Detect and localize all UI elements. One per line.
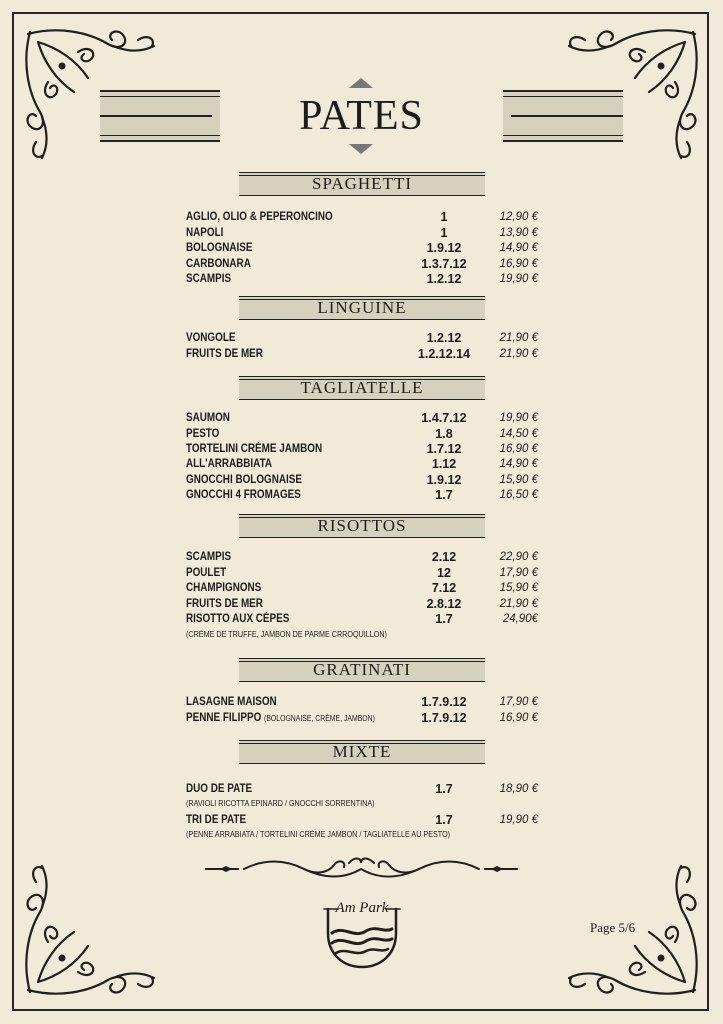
item-allergens: 1.7.12 <box>426 442 462 456</box>
divider-ornament-icon <box>204 855 519 883</box>
diamond-ornament-icon <box>349 78 373 88</box>
item-allergens: 1.9.12 <box>426 241 462 255</box>
section-header-mixte: MIXTE <box>239 740 485 764</box>
item-name: GNOCCHI BOLOGNAISE <box>186 474 302 486</box>
item-name: CARBONARA <box>186 258 251 270</box>
item-name: DUO DE PATE <box>186 783 253 795</box>
item-name: TRI DE PATE <box>186 814 247 826</box>
item-price: 21,90 € <box>499 598 538 610</box>
item-name: SCAMPIS <box>186 273 232 285</box>
item-price: 16,90 € <box>499 443 538 455</box>
item-allergens: 1.8 <box>435 427 453 441</box>
menu-item <box>0 472 723 488</box>
item-price: 15,90 € <box>499 582 538 594</box>
section-header-tagliatelle: TAGLIATELLE <box>239 376 485 400</box>
section-header-spaghetti: SPAGHETTI <box>239 172 485 196</box>
item-allergens: 7.12 <box>431 581 457 595</box>
menu-item <box>0 330 723 346</box>
item-allergens: 1.2.12.14 <box>417 347 471 361</box>
page-title: PATES <box>299 93 424 139</box>
menu-item <box>0 694 723 710</box>
item-price: 18,90 € <box>499 783 538 795</box>
item-allergens: 2.8.12 <box>426 597 462 611</box>
item-name: BOLOGNAISE <box>186 242 253 254</box>
item-name: TORTELINI CRÈME JAMBON <box>186 443 323 455</box>
section-header-risottos: RISOTTOS <box>239 514 485 538</box>
menu-item <box>0 812 723 828</box>
item-price: 24,90€ <box>502 613 538 625</box>
section-header-gratinati: GRATINATI <box>239 658 485 682</box>
item-inline-note: (BOLOGNAISE, CRÈME, JAMBON) <box>264 714 375 723</box>
item-description: (CRÈME DE TRUFFE, JAMBON DE PARME CRROQUILLON) <box>186 630 387 639</box>
item-name: NAPOLI <box>186 227 224 239</box>
item-price: 19,90 € <box>499 412 538 424</box>
item-name: VONGOLE <box>186 332 236 344</box>
item-name: SCAMPIS <box>186 551 232 563</box>
item-name: CHAMPIGNONS <box>186 582 262 594</box>
item-allergens: 1.7 <box>435 488 453 502</box>
item-name: RISOTTO AUX CÈPES <box>186 613 290 625</box>
item-name: LASAGNE MAISON <box>186 696 277 708</box>
item-allergens: 1.3.7.12 <box>421 257 467 271</box>
menu-item <box>0 240 723 256</box>
item-price: 14,50 € <box>499 428 538 440</box>
menu-item <box>0 710 723 726</box>
menu-item <box>0 580 723 596</box>
item-allergens: 1.7.9.12 <box>421 695 467 709</box>
item-price: 16,90 € <box>499 712 538 724</box>
item-price: 13,90 € <box>499 227 538 239</box>
menu-item <box>0 596 723 612</box>
item-allergens: 1.2.12 <box>426 331 462 345</box>
item-description: (RAVIOLI RICOTTA EPINARD / GNOCCHI SORRENTINA) <box>186 799 375 808</box>
menu-item <box>0 565 723 581</box>
menu-item <box>0 487 723 503</box>
section-header-linguine: LINGUINE <box>239 296 485 320</box>
item-name: PESTO <box>186 428 220 440</box>
item-price: 21,90 € <box>499 348 538 360</box>
item-price: 19,90 € <box>499 814 538 826</box>
item-allergens: 1.4.7.12 <box>421 411 467 425</box>
item-price: 14,90 € <box>499 458 538 470</box>
menu-item <box>0 549 723 565</box>
item-name: SAUMON <box>186 412 230 424</box>
item-price: 17,90 € <box>499 696 538 708</box>
item-allergens: 1.7 <box>435 782 453 796</box>
item-price: 19,90 € <box>499 273 538 285</box>
item-allergens: 1.9.12 <box>426 473 462 487</box>
menu-item <box>0 456 723 472</box>
page-number: Page 5/6 <box>590 920 636 935</box>
item-price: 15,90 € <box>499 474 538 486</box>
item-name-wrapper <box>186 710 375 727</box>
menu-item <box>0 781 723 797</box>
item-name: GNOCCHI 4 FROMAGES <box>186 489 301 501</box>
menu-item <box>0 256 723 272</box>
logo-text: Am Park <box>335 900 389 916</box>
menu-item <box>0 346 723 362</box>
item-name: ALL'ARRABBIATA <box>186 458 273 470</box>
item-price: 16,90 € <box>499 258 538 270</box>
item-name: POULET <box>186 567 227 579</box>
menu-item <box>0 271 723 287</box>
item-name: FRUITS DE MER <box>186 348 263 360</box>
menu-item <box>0 410 723 426</box>
item-price: 14,90 € <box>499 242 538 254</box>
item-allergens: 1.7 <box>435 612 453 626</box>
menu-item <box>0 441 723 457</box>
item-description: (PENNE ARRABIATA / TORTELINI CRÈME JAMBON / TAGLIATELLE AU PESTO) <box>186 830 451 839</box>
menu-item <box>0 426 723 442</box>
item-name: PENNE FILIPPO <box>186 712 262 724</box>
item-allergens: 1.7 <box>435 813 453 827</box>
item-price: 12,90 € <box>499 211 538 223</box>
menu-item <box>0 225 723 241</box>
item-name: AGLIO, OLIO & PEPERONCINO <box>186 211 333 223</box>
item-name: FRUITS DE MER <box>186 598 263 610</box>
item-allergens: 1 <box>440 210 448 224</box>
item-price: 16,50 € <box>499 489 538 501</box>
item-price: 17,90 € <box>499 567 538 579</box>
item-allergens: 1.12 <box>431 457 457 471</box>
item-allergens: 12 <box>437 566 451 580</box>
menu-item <box>0 209 723 225</box>
corner-ornament-icon <box>18 852 168 1002</box>
item-allergens: 1 <box>440 226 448 240</box>
menu-item <box>0 611 723 627</box>
item-allergens: 1.2.12 <box>426 272 462 286</box>
item-price: 21,90 € <box>499 332 538 344</box>
item-price: 22,90 € <box>499 551 538 563</box>
item-allergens: 1.7.9.12 <box>421 711 467 725</box>
item-allergens: 2.12 <box>431 550 457 564</box>
diamond-ornament-icon <box>349 144 373 154</box>
